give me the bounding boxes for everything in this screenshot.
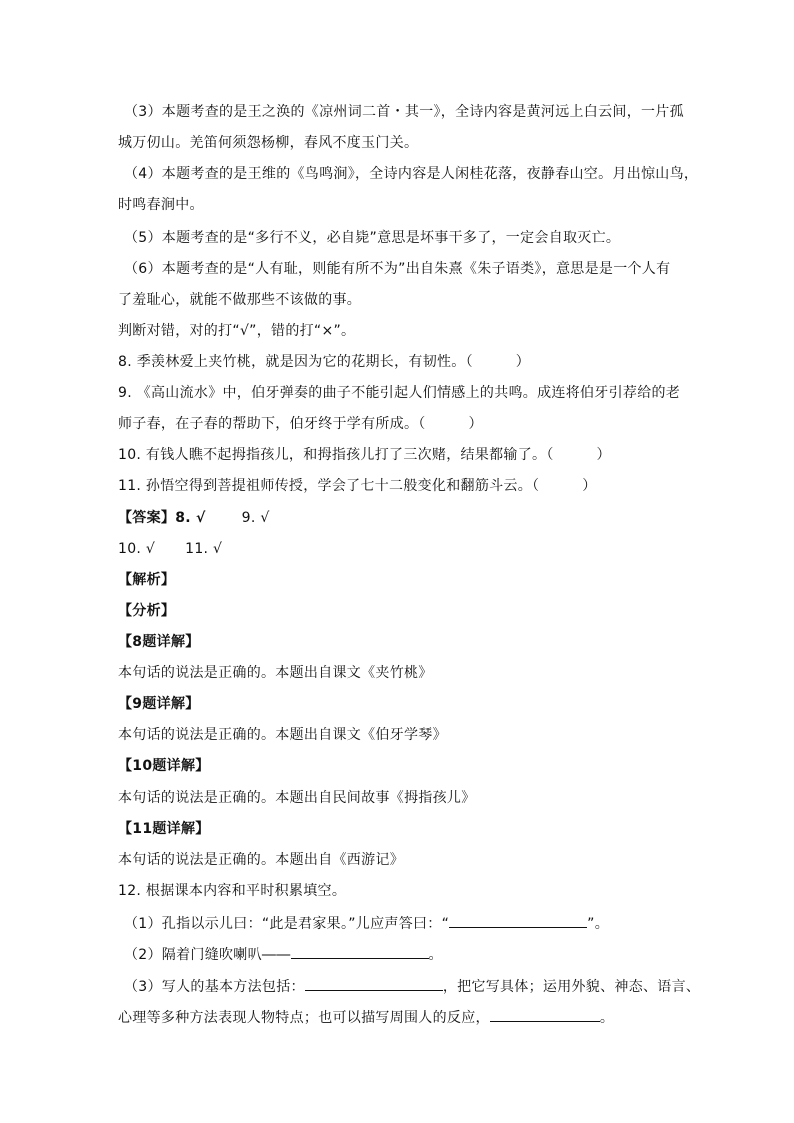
answer-blank[interactable] (490, 1007, 600, 1022)
fill-blank-3-prefix: （3）写人的基本方法包括： (124, 979, 305, 995)
fill-blank-3-suffix: ，把它写具体；运用外貌、神态、语言、 (442, 979, 701, 995)
question-9-cont: 师子春，在子春的帮助下，伯牙终于学有所成。（ ） (118, 416, 483, 432)
detail-heading-10: 【10题详解】 (118, 758, 210, 774)
answer-10: 10. √ (118, 541, 156, 557)
answer-8: 【答案】8. √ (118, 510, 206, 526)
detail-text-8: 本句话的说法是正确的。本题出自课文《夹竹桃》 (118, 665, 433, 681)
text-line: 了羞耻心，就能不做那些不该做的事。 (118, 292, 362, 308)
instruction-line: 判断对错，对的打“√”，错的打“×”。 (118, 323, 356, 339)
fill-blank-3-cont (118, 1007, 614, 1028)
text-line: 城万仞山。羌笛何须怨杨柳，春风不度玉门关。 (118, 135, 419, 151)
analysis-subheading: 【分析】 (118, 603, 176, 619)
text-line: 时鸣春涧中。 (118, 197, 204, 213)
text-line: （3）本题考查的是王之涣的《凉州词二首・其一》，全诗内容是黄河远上白云间，一片孤 (124, 104, 684, 120)
detail-text-10: 本句话的说法是正确的。本题出自民间故事《拇指孩儿》 (118, 790, 476, 806)
answer-blank[interactable] (305, 976, 443, 991)
answer-blank[interactable] (291, 944, 429, 959)
fill-blank-2 (124, 944, 443, 965)
detail-heading-8: 【8题详解】 (118, 634, 200, 650)
fill-blank-1-suffix: ”。 (587, 916, 610, 932)
detail-text-9: 本句话的说法是正确的。本题出自课文《伯牙学琴》 (118, 727, 447, 743)
detail-text-11: 本句话的说法是正确的。本题出自《西游记》 (118, 852, 404, 868)
question-9: 9. 《高山流水》中，伯牙弹奏的曲子不能引起人们情感上的共鸣。成连将伯牙引荐给的老 (118, 385, 681, 401)
detail-heading-11: 【11题详解】 (118, 821, 210, 837)
fill-blank-1 (124, 913, 609, 934)
answer-blank[interactable] (449, 913, 587, 928)
fill-blank-2-prefix: （2）隔着门缝吹喇叭―― (124, 947, 291, 963)
fill-blank-3 (124, 976, 700, 997)
question-10: 10. 有钱人瞧不起拇指孩儿，和拇指孩儿打了三次赌，结果都输了。（ ） (118, 447, 611, 463)
detail-heading-9: 【9题详解】 (118, 696, 200, 712)
answer-line (118, 508, 270, 528)
answer-line-2 (118, 539, 222, 559)
answer-11: 11. √ (185, 541, 223, 557)
fill-blank-3-cont-suffix: 。 (599, 1010, 615, 1026)
question-11: 11. 孙悟空得到菩提祖师传授，学会了七十二般变化和翻筋斗云。（ ） (118, 478, 597, 494)
fill-blank-2-suffix: 。 (428, 947, 443, 963)
text-line: （4）本题考查的是王维的《鸟鸣涧》，全诗内容是人闲桂花落，夜静春山空。月出惊山鸟， (124, 166, 699, 182)
question-12: 12. 根据课本内容和平时积累填空。 (118, 883, 347, 899)
question-8: 8. 季羡林爱上夹竹桃，就是因为它的花期长，有韧性。（ ） (118, 354, 531, 370)
text-line: （6）本题考查的是“人有耻，则能有所不为”出自朱熹《朱子语类》，意思是是一个人有 (124, 261, 671, 277)
analysis-heading: 【解析】 (118, 572, 176, 588)
fill-blank-1-prefix: （1）孔指以示儿曰：“此是君家果。”儿应声答曰：“ (124, 916, 450, 932)
text-line: （5）本题考查的是“多行不义，必自毙”意思是坏事干多了，一定会自取灭亡。 (124, 230, 621, 246)
answer-9: 9. √ (241, 510, 270, 526)
fill-blank-3-cont-prefix: 心理等多种方法表现人物特点；也可以描写周围人的反应， (118, 1010, 490, 1026)
